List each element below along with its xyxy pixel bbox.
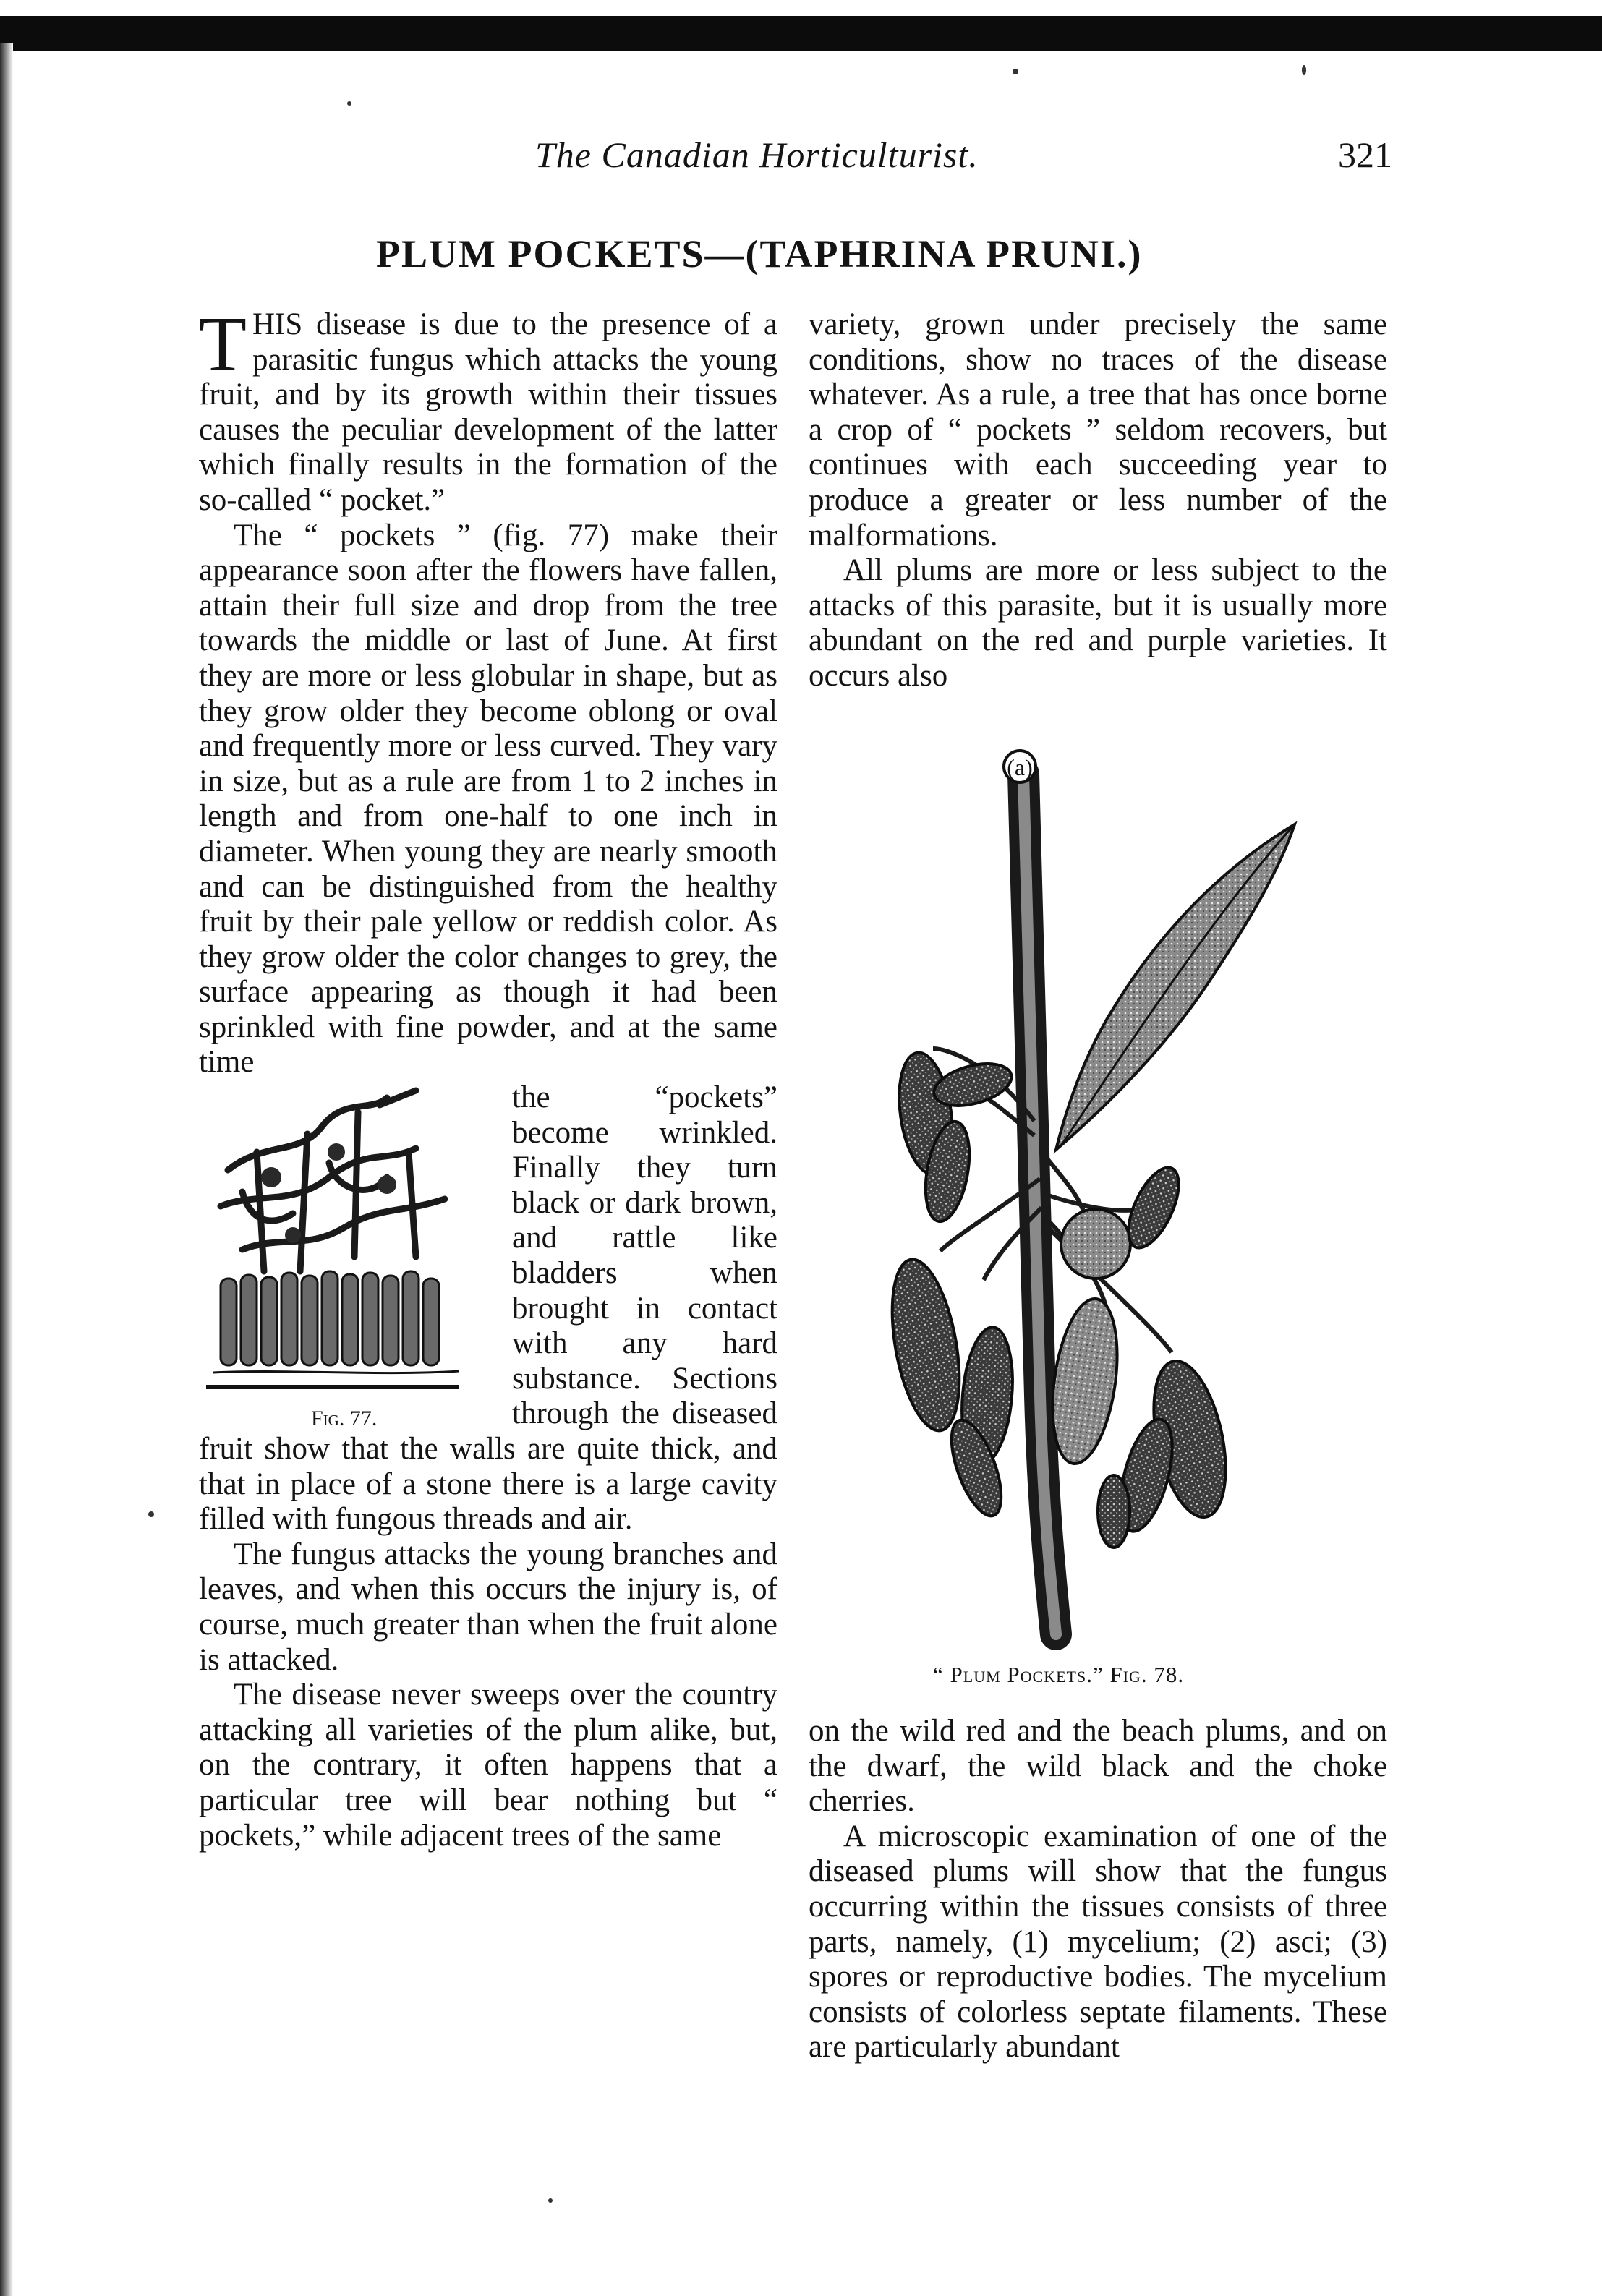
paragraph-text: The fungus attacks the young branches and leaves, and when this occurs the injury is, of course, much greater than when the fruit alone is attacked. [199,1537,777,1677]
right-column-top [809,307,1387,694]
paragraph-text: on the wild red and the beach plums, and on the dwarf, the wild black and the choke cherries. [809,1714,1387,1819]
figure-78-caption: “ Plum Pockets.” Fig. 78. [933,1662,1185,1687]
paragraph [199,518,777,1081]
paragraph-text: HIS disease is due to the presence of a parasitic fungus which attacks the young fruit, and by its growth within their tissues causes the peculiar development of the latter which finally results in the formation of the so-called “ pocket.” [199,307,777,517]
scan-speck [548,2198,553,2203]
paragraph [199,302,777,518]
fungus-section-illustration [199,1083,499,1401]
paragraph-text: All plums are more or less subject to the attacks of this parasite, but it is usually more abundant on the red and purple varieties. It occurs also [809,553,1387,693]
scan-speck [148,1511,154,1517]
paragraph [809,1714,1387,1819]
page-number: 321 [1338,135,1392,175]
paragraph-text: The “ pockets ” (fig. 77) make their appearance soon after the flowers have fallen, attain their full size and drop from the tree towards the middle or last of June. At first they are more or less globular in shape, but as they grow older they become oblong or oval and frequently more or less curved. They vary in size, but as a rule are from 1 to 2 inches in length and from one-half to one inch in diameter. When young they are nearly smooth and can be distinguished from the healthy fruit by their pale yellow or reddish color. As they grow older the color changes to grey, the surface appearing as though it had been sprinkled with fine powder, and at the same time [199,518,777,1080]
left-column [199,302,777,1853]
paragraph-text: A microscopic examination of one of the diseased plums will show that the fungus occurring within the tissues consists of three parts, namely, (1) mycelium; (2) asci; (3) spores or reproductive bodies. The mycelium consists of colorless septate filaments. These are particularly abundant [809,1819,1387,2065]
scan-speck [1302,65,1306,75]
figure-77-caption: Fig. 77. [311,1407,378,1431]
scan-speck [1013,69,1018,74]
paragraph-text: the “pockets” become wrinkled. Finally they turn black or dark brown, and rattle like bladders when brought in contact with any hard substance. Sections through the diseased fruit show that the walls are quite thick, and that in place of a stone there is a large cavity filled with fungous threads and air. [199,1080,777,1537]
paragraph [809,307,1387,553]
figure-77 [199,1083,499,1430]
article-title: PLUM POCKETS—(TAPHRINA PRUNI.) [376,232,1143,276]
paragraph [199,1537,777,1678]
paragraph [809,553,1387,694]
paragraph [199,1678,777,1853]
scan-left-edge [0,43,13,2296]
figure-78 [846,745,1381,1663]
paragraph [809,1819,1387,2065]
paragraph-text: The disease never sweeps over the country attacking all varieties of the plum alike, but, on the contrary, it often happens that a particular tree will bear nothing but “ pockets,” while adjacent trees of the same [199,1678,777,1853]
journal-title: The Canadian Horticulturist. [535,135,979,175]
right-column-bottom [809,1714,1387,2065]
figure-78-label: (a) [1007,754,1033,780]
scan-speck [347,101,351,106]
scan-top-border [0,16,1602,51]
paragraph-text: variety, grown under precisely the same conditions, show no traces of the disease whatever. As a rule, a tree that has once borne a crop of “ pockets ” seldom recovers, but continues with each succeeding year to produce a greater or less number of the malformations. [809,307,1387,552]
plum-branch-illustration [846,745,1381,1663]
drop-cap: T [199,302,247,388]
running-head [0,134,1602,184]
